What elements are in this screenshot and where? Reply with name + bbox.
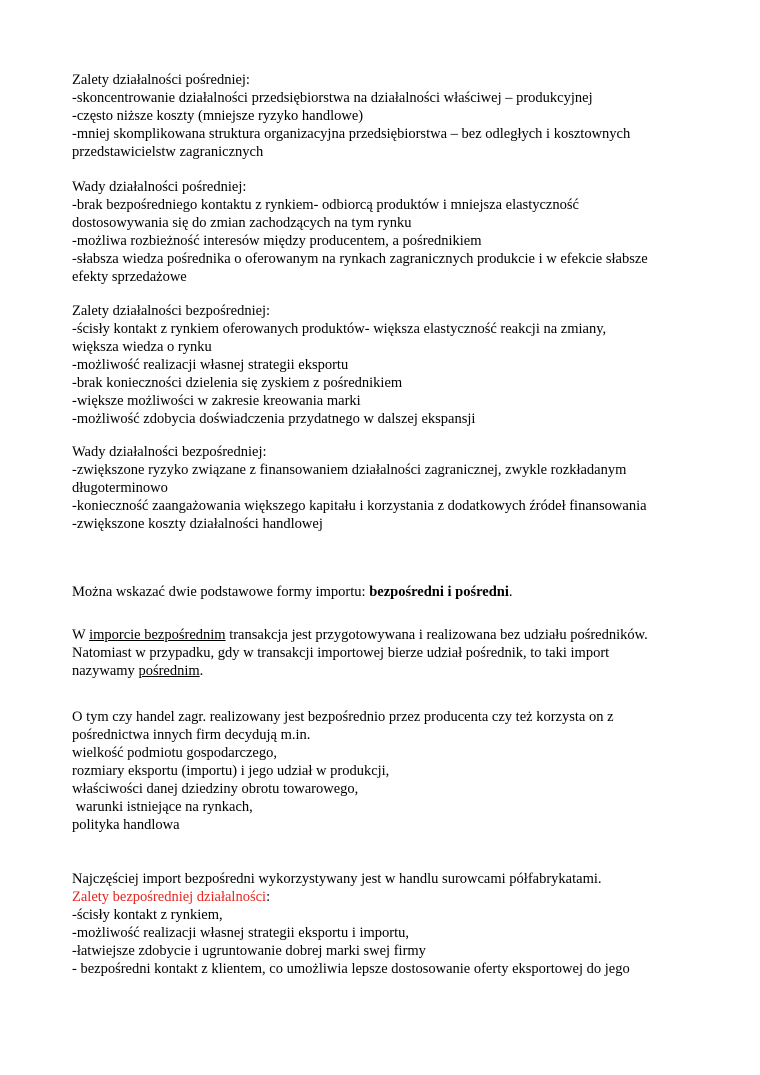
paragraph-czynniki [72, 708, 692, 834]
heading-wady-bezposredniej: Wady działalności bezpośredniej: [72, 444, 267, 460]
red-heading-zalety: Zalety bezpośredniej działalności [72, 889, 267, 905]
section-zalety-bezposredniej [72, 302, 692, 428]
list-item: -możliwość realizacji własnej strategii eksportu [72, 357, 349, 373]
text-line: O tym czy handel zagr. realizowany jest bezpośrednio przez producenta czy też korzysta on z [72, 709, 614, 725]
list-item: większa wiedza o rynku [72, 339, 212, 355]
text-fragment: nazywamy [72, 663, 139, 679]
text-fragment: transakcja jest przygotowywana i realizowana bez udziału pośredników. [225, 627, 648, 643]
text-line: pośrednictwa innych firm decydują m.in. [72, 727, 311, 743]
heading-zalety-posredniej: Zalety działalności pośredniej: [72, 72, 250, 88]
paragraph-import-definicja [72, 626, 692, 680]
formy-importu-text: Można wskazać dwie podstawowe formy importu: [72, 584, 370, 600]
underlined-imporcie-bezposrednim: imporcie bezpośrednim [89, 627, 226, 643]
list-item: -zwiększone ryzyko związane z finansowaniem działalności zagranicznej, zwykle rozkładanym [72, 462, 627, 478]
list-item: dostosowywania się do zmian zachodzących na tym rynku [72, 215, 412, 231]
text-line: Natomiast w przypadku, gdy w transakcji importowej bierze udział pośrednik, to taki import [72, 645, 610, 661]
paragraph-najczesciej [72, 870, 692, 978]
list-item: wielkość podmiotu gospodarczego, [72, 745, 277, 761]
list-item: długoterminowo [72, 480, 168, 496]
list-item: efekty sprzedażowe [72, 269, 187, 285]
list-item: przedstawicielstw zagranicznych [72, 144, 264, 160]
list-item: polityka handlowa [72, 817, 180, 833]
list-item: -ścisły kontakt z rynkiem, [72, 907, 223, 923]
text-fragment: . [199, 663, 204, 679]
list-item: -słabsza wiedza pośrednika o oferowanym na rynkach zagranicznych produkcie i w efekcie słabsze [72, 251, 648, 267]
list-item: -możliwość zdobycia doświadczenia przydatnego w dalszej ekspansji [72, 411, 476, 427]
list-item: -możliwa rozbieżność interesów między producentem, a pośrednikiem [72, 233, 482, 249]
list-item: -możliwość realizacji własnej strategii eksportu i importu, [72, 925, 410, 941]
text-fragment: : [266, 889, 271, 905]
list-item: - bezpośredni kontakt z klientem, co umożliwia lepsze dostosowanie oferty eksportowej do jego [72, 961, 630, 977]
list-item: -zwiększone koszty działalności handlowej [72, 516, 323, 532]
list-item: -brak bezpośredniego kontaktu z rynkiem- odbiorcą produktów i mniejsza elastyczność [72, 197, 579, 213]
list-item: -skoncentrowanie działalności przedsiębiorstwa na działalności właściwej – produkcyjnej [72, 90, 593, 106]
list-item: rozmiary eksportu (importu) i jego udział w produkcji, [72, 763, 390, 779]
list-item: -brak konieczności dzielenia się zyskiem z pośrednikiem [72, 375, 403, 391]
text-line: Najczęściej import bezpośredni wykorzystywany jest w handlu surowcami półfabrykatami. [72, 871, 602, 887]
heading-wady-posredniej: Wady działalności pośredniej: [72, 179, 247, 195]
section-wady-posredniej [72, 178, 692, 286]
formy-importu-end: . [508, 584, 513, 600]
heading-zalety-bezposredniej: Zalety działalności bezpośredniej: [72, 303, 271, 319]
list-item: -mniej skomplikowana struktura organizacyjna przedsiębiorstwa – bez odległych i kosztownych [72, 126, 631, 142]
list-item: -konieczność zaangażowania większego kapitału i korzystania z dodatkowych źródeł finansowania [72, 498, 647, 514]
formy-importu-bold: bezpośredni i pośredni [369, 584, 509, 600]
list-item: właściwości danej dziedziny obrotu towarowego, [72, 781, 359, 797]
text-fragment: W [72, 627, 90, 643]
paragraph-formy-importu [72, 583, 692, 601]
list-item: -większe możliwości w zakresie kreowania marki [72, 393, 361, 409]
list-item: -łatwiejsze zdobycie i ugruntowanie dobrej marki swej firmy [72, 943, 426, 959]
list-item: -często niższe koszty (mniejsze ryzyko handlowe) [72, 108, 364, 124]
list-item: warunki istniejące na rynkach, [72, 799, 253, 815]
list-item: -ścisły kontakt z rynkiem oferowanych produktów- większa elastyczność reakcji na zmiany, [72, 321, 607, 337]
section-wady-bezposredniej [72, 443, 692, 533]
section-zalety-posredniej [72, 71, 692, 161]
underlined-posrednim: pośrednim [138, 663, 200, 679]
